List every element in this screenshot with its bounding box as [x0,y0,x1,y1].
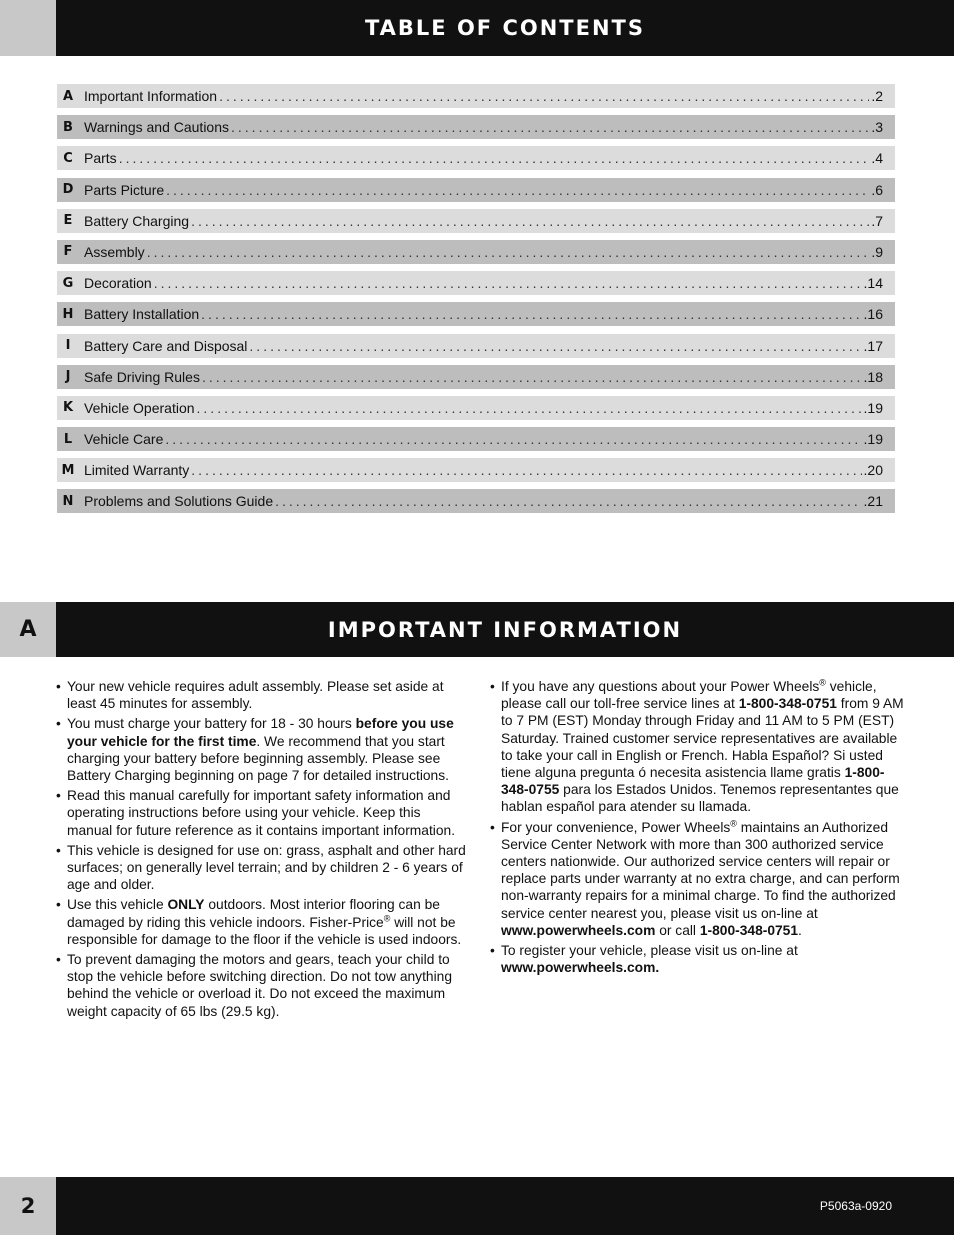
toc-letter: L [63,431,73,447]
toc-page-number: .2 [871,88,883,104]
toc-page-number: .19 [863,399,883,416]
toc-dot-leader [191,462,861,478]
toc-dot-leader [201,306,861,322]
toc-row [57,302,895,326]
left-column [56,678,466,1023]
section-heading: IMPORTANT INFORMATION [56,602,954,657]
toc-row [57,115,895,139]
toc-row [57,271,895,295]
info-bullet-motors: • To prevent damaging the motors and gears, teach your child to stop the vehicle before switching direction. Do not tow anything behind the vehicle or overload it. Do not exceed the maximum weight capacity of 65 lbs (29.5 kg). [56,951,466,1020]
toc-heading: TABLE OF CONTENTS [56,0,954,56]
toc-entry-title: Parts [84,150,117,167]
toc-letter: H [62,306,74,322]
toc-dot-leader [202,369,862,385]
toc-row [57,146,895,170]
toc-header-bar [0,0,954,56]
toc-page-number: .9 [871,243,883,260]
toc-entry-title: Problems and Solutions Guide [84,493,274,510]
toc-page-number: .6 [871,181,883,198]
info-bullet-register: • To register your vehicle, please visit us on-line at www.powerwheels.com. [490,942,910,976]
toc-letter: F [63,244,73,260]
toc-letter: E [63,213,73,229]
toc-row [57,427,895,451]
toc-dot-leader [249,338,861,354]
toc-letter: G [62,275,74,291]
toc-entry-title: Decoration [84,275,152,292]
toc-dot-leader [119,150,870,166]
toc-page-number: .21 [863,493,883,510]
toc-row [57,489,895,513]
website-link: www.powerwheels.com. [501,960,660,976]
section-header-bar [0,602,954,657]
toc-dot-leader [197,400,862,416]
toc-dot-leader [166,182,869,198]
toc-entry-title: Battery Care and Disposal [84,337,248,354]
section-tab-letter: A [0,602,56,657]
toc-letter: K [62,400,74,416]
toc-page-number: .19 [863,431,883,448]
toc-row [57,240,895,264]
toc-dot-leader [275,493,861,509]
toc-entry-title: Battery Installation [84,306,200,323]
toc-dot-leader [231,119,869,135]
toc-entry-title: Parts Picture [84,181,165,198]
toc-row [57,209,895,233]
toc-entry-title: Warnings and Cautions [84,119,230,136]
info-bullet-assembly: • Your new vehicle requires adult assembly. Please set aside at least 45 minutes for assembly. [56,678,466,712]
toc-dot-leader [154,275,862,291]
table-of-contents [57,84,895,521]
toc-entry-title: Battery Charging [84,212,190,229]
toc-page-number: .4 [871,150,883,167]
toc-page-number: .3 [871,119,883,136]
toc-entry-title: Important Information [84,88,218,104]
info-bullet-service-center: • For your convenience, Power Wheels® maintains an Authorized Service Center Network with more than 300 authorized service centers nationwide. Our authorized service centers will repair or replace parts under warranty at no extra charge, and can perform non-warranty repairs for a minimal charge. To find the authorized service center nearest you, please visit us on-line at www.powerwheels.com or call 1-800-348-0751. [490,819,910,939]
toc-entry-title: Limited Warranty [84,462,190,479]
info-bullet-service-lines: • If you have any questions about your Power Wheels® vehicle, please call our toll-free service lines at 1-800-348-0751 from 9 AM to 7 PM (EST) Monday through Friday and 11 AM to 5 PM (EST) Saturday. Trained customer service representatives are available to take your call in English or French. Habla Español? Si usted tiene alguna pregunta ó necesita asistencia llame gratis 1-800-348-0755 para los Estados Unidos. Tenemos representantes que hablan español para atender su llamada. [490,678,910,816]
info-bullet-surfaces: • This vehicle is designed for use on: grass, asphalt and other hard surfaces; on generally level terrain; and by children 2 - 6 years of age and older. [56,842,466,894]
toc-letter: D [62,182,74,198]
toc-letter: I [65,338,71,353]
info-bullet-charging: • You must charge your battery for 18 - 30 hours before you use your vehicle for the first time. We recommend that you start charging your battery before beginning assembly. Please see Battery Charging beginning on page 7 for detailed instructions. [56,715,466,784]
toc-letter: A [62,88,74,104]
toc-letter: M [61,462,75,478]
toc-page-number: .16 [863,306,883,323]
toc-row [57,396,895,420]
toc-letter: C [63,150,73,166]
footer-bar [0,1177,954,1235]
toc-row [57,334,895,358]
info-bullet-manual: • Read this manual carefully for important safety information and operating instructions before using your vehicle. Keep this manual for future reference as it contains important information. [56,787,466,839]
toc-row [57,365,895,389]
website-link: www.powerwheels.com [501,922,656,938]
toc-page-number: .18 [863,368,883,385]
toc-page-number: .7 [871,212,883,229]
toc-header-tab [0,0,56,56]
toc-letter: N [62,493,74,509]
toc-entry-title: Vehicle Care [84,431,164,448]
toc-entry-title: Safe Driving Rules [84,368,200,385]
phone-number: 1-800-348-0751 [738,696,837,712]
toc-letter: B [63,119,73,135]
toc-page-number: .17 [863,337,883,354]
toc-entry-title: Assembly [84,243,145,260]
toc-letter: J [65,369,71,385]
toc-row [57,178,895,202]
toc-row [57,84,895,108]
toc-dot-leader [147,244,870,260]
toc-row [57,458,895,482]
toc-dot-leader [165,431,861,447]
info-bullet-outdoors: • Use this vehicle ONLY outdoors. Most interior flooring can be damaged by riding this vehicle indoors. Fisher-Price® will not be responsible for damage to the floor if the vehicle is used indoors. [56,896,466,948]
toc-dot-leader [191,213,869,229]
phone-number: 1-800-348-0751 [699,922,799,938]
right-column [490,678,910,979]
phone-number-spanish: 1-800-348-0755 [501,765,885,798]
toc-dot-leader [219,88,869,104]
toc-page-number: .20 [863,462,883,479]
page-number: 2 [0,1177,56,1235]
document-code: P5063a-0920 [56,1177,954,1235]
toc-page-number: .14 [863,275,883,292]
toc-entry-title: Vehicle Operation [84,399,195,416]
